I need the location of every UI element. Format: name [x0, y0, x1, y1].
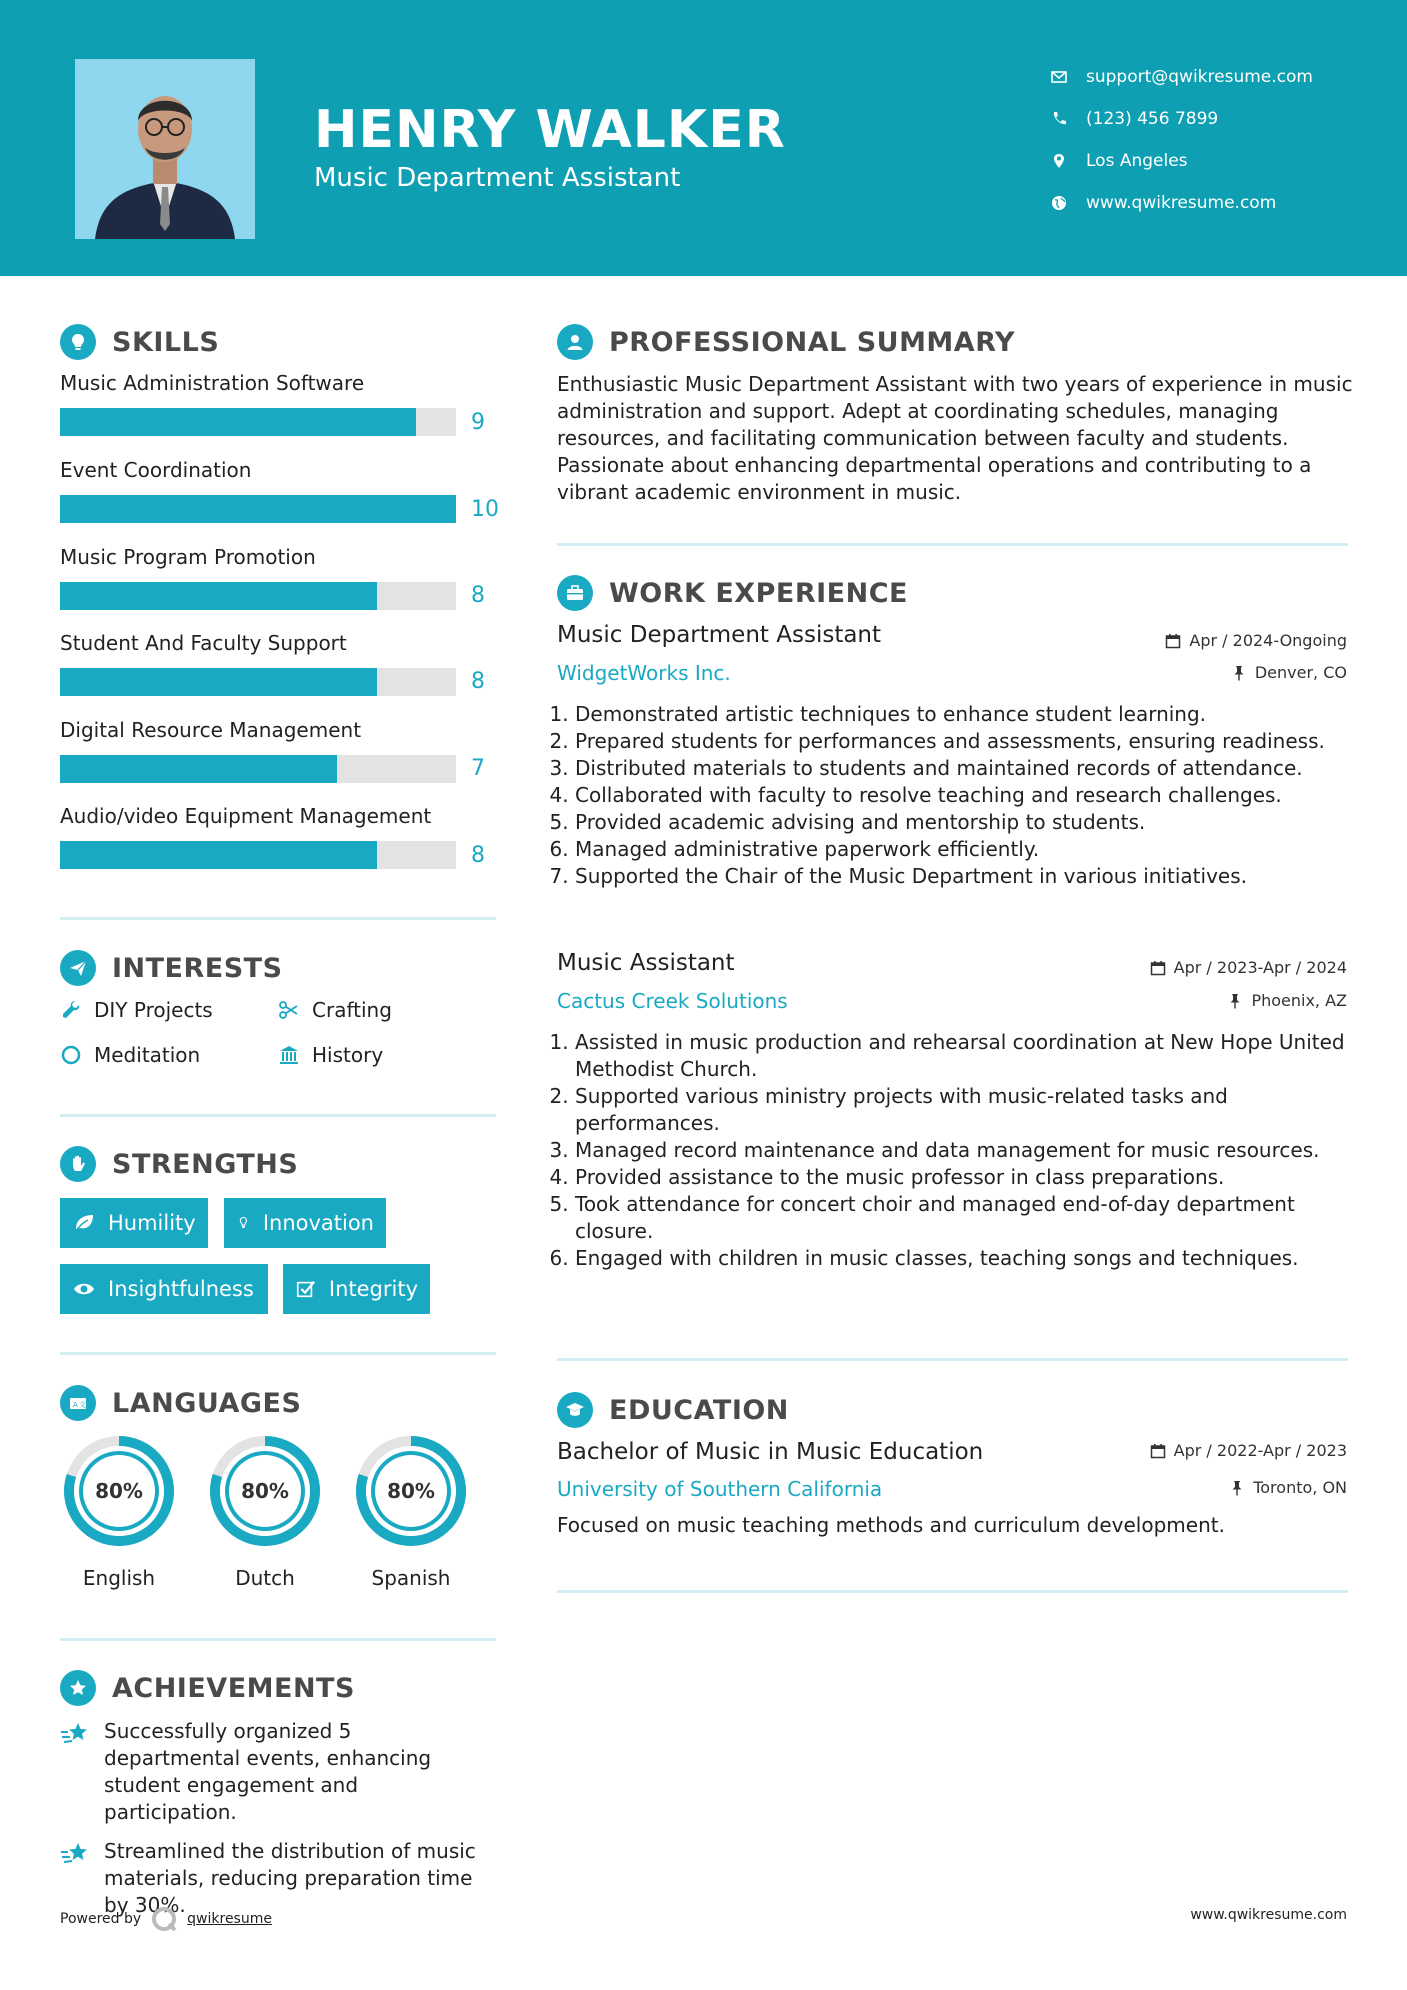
user-icon [557, 324, 593, 360]
job-dates-text: Apr / 2024-Ongoing [1189, 631, 1347, 650]
duty-item: 4. Provided assistance to the music professor in class preparations. [575, 1164, 1365, 1191]
powered-by-text: Powered by [60, 1911, 142, 1927]
job-dates [1150, 958, 1347, 977]
skill-bar-fill [60, 408, 416, 436]
duty-item: 5. Took attendance for concert choir and managed end-of-day department closure. [575, 1191, 1365, 1245]
job-title: Music Assistant [557, 950, 735, 976]
skill-value: 10 [471, 497, 499, 522]
duty-item: 2. Prepared students for performances and assessments, ensuring readiness. [575, 728, 1365, 755]
interest-item [60, 1043, 200, 1067]
achievements-title: ACHIEVEMENTS [112, 1672, 355, 1704]
location-pin-icon [1050, 152, 1068, 170]
skill-bar-fill [60, 841, 377, 869]
degree-title: Bachelor of Music in Music Education [557, 1439, 984, 1465]
contact-website-text: www.qwikresume.com [1086, 193, 1277, 213]
shooting-star-icon [60, 1840, 92, 1868]
school-name: University of Southern California [557, 1477, 883, 1501]
language-name: Spanish [371, 1566, 451, 1590]
duty-item: 6. Managed administrative paperwork efficiently. [575, 836, 1365, 863]
achievements-heading [60, 1670, 355, 1706]
divider [557, 1358, 1348, 1361]
interest-item [60, 998, 213, 1022]
duty-item: 7. Supported the Chair of the Music Department in various initiatives. [575, 863, 1365, 890]
skill-value: 8 [471, 843, 485, 868]
interests-heading [60, 950, 283, 986]
job-dates [1165, 631, 1347, 650]
duty-item: 3. Managed record maintenance and data management for music resources. [575, 1137, 1365, 1164]
languages-heading [60, 1385, 301, 1421]
contact-email-text: support@qwikresume.com [1086, 67, 1313, 87]
svg-text:A: A [73, 1401, 78, 1409]
education-title: EDUCATION [609, 1394, 789, 1426]
skill-bar-fill [60, 582, 377, 610]
calendar-icon [1165, 633, 1181, 649]
language-name: English [82, 1566, 156, 1590]
strength-label: Innovation [262, 1211, 374, 1235]
donut-percent-label: 80% [95, 1479, 143, 1503]
summary-title: PROFESSIONAL SUMMARY [609, 326, 1016, 358]
star-icon [60, 1670, 96, 1706]
donut-percent-label: 80% [387, 1479, 435, 1503]
skill-bar [60, 668, 456, 696]
job-location [1231, 663, 1347, 682]
skill-name: Event Coordination [60, 458, 252, 482]
job-location [1227, 991, 1347, 1010]
strengths-title: STRENGTHS [112, 1148, 299, 1180]
job-location-text: Denver, CO [1254, 663, 1347, 682]
skill-bar [60, 495, 456, 523]
skills-heading [60, 324, 219, 360]
job-duties [551, 701, 1365, 890]
skill-value: 7 [471, 756, 485, 781]
strength-label: Insightfulness [108, 1277, 254, 1301]
duty-item: 1. Assisted in music production and rehearsal coordination at New Hope United Methodist Church. [575, 1029, 1365, 1083]
paper-plane-icon [60, 950, 96, 986]
globe-icon [1050, 194, 1068, 212]
museum-icon [278, 1044, 300, 1066]
pushpin-icon [1227, 993, 1243, 1009]
skill-name: Audio/video Equipment Management [60, 804, 432, 828]
strengths-heading [60, 1146, 298, 1182]
divider [60, 917, 496, 920]
company-name: WidgetWorks Inc. [557, 661, 731, 685]
interest-label: Meditation [94, 1043, 201, 1067]
divider [60, 1638, 496, 1641]
skill-name: Student And Faculty Support [60, 631, 347, 655]
leaf-icon [72, 1211, 96, 1235]
skill-bar-fill [60, 755, 337, 783]
language-donut [204, 1430, 326, 1552]
summary-text: Enthusiastic Music Department Assistant with two years of experience in music administration and support. Adept at coordinating schedules, managing resources, and facilitating communication between faculty and students. Passionate about enhancing departmental operations and contributing to a vibrant academic environment in music. [557, 372, 1353, 504]
job-dates-text: Apr / 2023-Apr / 2024 [1173, 958, 1347, 977]
divider [60, 1114, 496, 1117]
skill-bar [60, 582, 456, 610]
contact-list [1050, 56, 1313, 224]
skill-bar [60, 755, 456, 783]
languages-title: LANGUAGES [112, 1387, 302, 1419]
divider [60, 1352, 496, 1355]
skill-value: 9 [471, 410, 485, 435]
duty-item: 6. Engaged with children in music classes, teaching songs and techniques. [575, 1245, 1365, 1272]
contact-email[interactable] [1050, 56, 1313, 98]
strength-badge [60, 1198, 208, 1248]
job-duties [551, 1029, 1365, 1272]
job-title: Music Department Assistant [557, 622, 882, 648]
wrench-icon [60, 999, 82, 1021]
skill-name: Music Administration Software [60, 371, 365, 395]
strength-label: Integrity [328, 1277, 418, 1301]
duty-item: 3. Distributed materials to students and maintained records of attendance. [575, 755, 1365, 782]
circle-icon [60, 1044, 82, 1066]
eye-icon [72, 1277, 96, 1301]
achievement-text: Streamlined the distribution of music materials, reducing preparation time by 30%. [104, 1839, 476, 1917]
contact-phone[interactable] [1050, 98, 1313, 140]
profile-photo [75, 59, 255, 239]
education-heading [557, 1392, 789, 1428]
shooting-star-icon [60, 1720, 92, 1748]
donut-percent-label: 80% [241, 1479, 289, 1503]
achievement-text: Successfully organized 5 departmental events, enhancing student engagement and participation. [104, 1719, 432, 1824]
contact-phone-text: (123) 456 7899 [1086, 109, 1219, 129]
mail-icon [1050, 68, 1068, 86]
brand-link[interactable]: qwikresume [187, 1911, 272, 1927]
skill-value: 8 [471, 669, 485, 694]
interests-title: INTERESTS [112, 952, 283, 984]
candidate-title: Music Department Assistant [314, 163, 681, 193]
skills-title: SKILLS [112, 326, 220, 358]
strength-badge [283, 1264, 430, 1314]
contact-website[interactable] [1050, 182, 1313, 224]
summary-heading [557, 324, 1015, 360]
candidate-name: HENRY WALKER [314, 100, 786, 160]
calendar-icon [1150, 960, 1166, 976]
footer-website[interactable]: www.qwikresume.com [1190, 1907, 1347, 1923]
language-donut [58, 1430, 180, 1552]
education-dates-text: Apr / 2022-Apr / 2023 [1173, 1441, 1347, 1460]
briefcase-icon [557, 575, 593, 611]
svg-text:文: 文 [79, 1401, 86, 1409]
experience-heading [557, 575, 908, 611]
education-location-text: Toronto, ON [1253, 1478, 1347, 1497]
language-name: Dutch [235, 1566, 295, 1590]
powered-by [60, 1904, 272, 1934]
hand-icon [60, 1146, 96, 1182]
interest-item [278, 998, 392, 1022]
education-location [1229, 1478, 1347, 1497]
duty-item: 4. Collaborated with faculty to resolve teaching and research challenges. [575, 782, 1365, 809]
duty-item: 5. Provided academic advising and mentorship to students. [575, 809, 1365, 836]
contact-location [1050, 140, 1313, 182]
phone-icon [1050, 110, 1068, 128]
skill-bar-fill [60, 495, 456, 523]
scissors-icon [278, 999, 300, 1021]
job-location-text: Phoenix, AZ [1251, 991, 1347, 1010]
strength-label: Humility [108, 1211, 196, 1235]
skill-name: Digital Resource Management [60, 718, 362, 742]
lightbulb-icon [60, 324, 96, 360]
skill-bar [60, 841, 456, 869]
education-dates [1150, 1441, 1347, 1460]
duty-item: 1. Demonstrated artistic techniques to enhance student learning. [575, 701, 1365, 728]
header-banner [0, 0, 1407, 276]
interest-label: Crafting [312, 998, 392, 1022]
duty-item: 2. Supported various ministry projects with music-related tasks and performances. [575, 1083, 1365, 1137]
interest-label: History [312, 1043, 384, 1067]
education-description: Focused on music teaching methods and curriculum development. [557, 1513, 1225, 1537]
checkbox-icon [295, 1277, 317, 1301]
interest-label: DIY Projects [94, 998, 213, 1022]
skill-bar [60, 408, 456, 436]
achievement-item [60, 1718, 480, 1826]
qwikresume-logo-icon [149, 1904, 179, 1934]
interest-item [278, 1043, 383, 1067]
skill-value: 8 [471, 583, 485, 608]
company-name: Cactus Creek Solutions [557, 989, 788, 1013]
strength-badge [60, 1264, 268, 1314]
divider [557, 1590, 1348, 1593]
language-donut [350, 1430, 472, 1552]
skill-bar-fill [60, 668, 377, 696]
skill-name: Music Program Promotion [60, 545, 316, 569]
contact-location-text: Los Angeles [1086, 151, 1188, 171]
lightbulb-icon [236, 1211, 251, 1235]
pushpin-icon [1229, 1480, 1245, 1496]
calendar-icon [1150, 1443, 1166, 1459]
language-icon [60, 1385, 96, 1421]
experience-title: WORK EXPERIENCE [609, 577, 908, 609]
divider [557, 543, 1348, 546]
pushpin-icon [1231, 665, 1247, 681]
strength-badge [224, 1198, 386, 1248]
graduate-icon [557, 1392, 593, 1428]
